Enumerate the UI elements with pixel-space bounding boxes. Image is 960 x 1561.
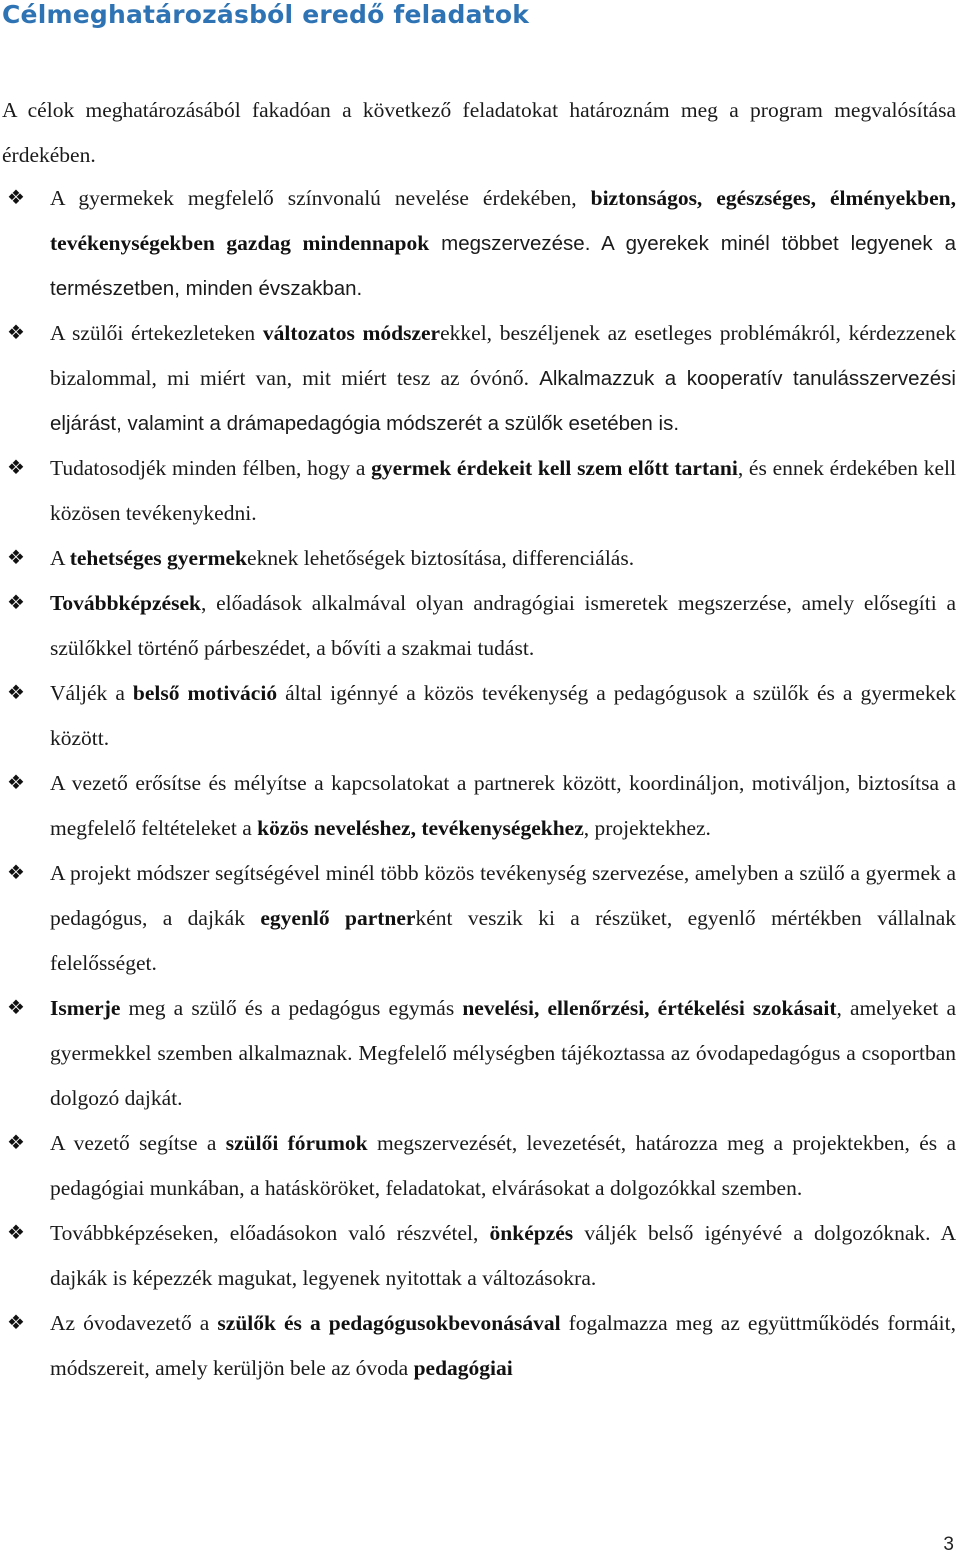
page-number: 3 [943,1534,954,1555]
diamond-bullet-icon: ❖ [7,322,25,344]
diamond-bullet-icon: ❖ [7,1312,25,1334]
diamond-bullet-icon: ❖ [7,862,25,884]
diamond-bullet-icon: ❖ [7,1222,25,1244]
list-item: ❖ Továbbképzések, előadások alkalmával olyan andragógiai ismeretek megszerzése, amely elősegíti a szülőkkel történő párbeszédet, a bővíti a szakmai tudást. [0,581,960,671]
diamond-bullet-icon: ❖ [7,772,25,794]
list-item: ❖ Tudatosodjék minden félben, hogy a gyermek érdekeit kell szem előtt tartani, és ennek érdekében kell közösen tevékenykedni. [0,446,960,536]
page-title: Célmeghatározásból eredő feladatok [2,0,530,29]
list-item: ❖ A gyermekek megfelelő színvonalú nevelése érdekében, biztonságos, egészséges, élményekben, tevékenységekben gazdag mindennapok megszervezése. A gyerekek minél többet legyenek a természetben, minden évszakban. [0,176,960,311]
intro-paragraph: A célok meghatározásából fakadóan a következő feladatokat határoznám meg a program megvalósítása érdekében. [2,98,956,167]
list-item: ❖ A projekt módszer segítségével minél több közös tevékenység szervezése, amelyben a szülő a gyermek a pedagógus, a dajkák egyenlő partnerként veszik ki a részüket, egyenlő mértékben vállalnak felelősséget. [0,851,960,986]
task-list [0,176,960,1391]
diamond-bullet-icon: ❖ [7,457,25,479]
list-item: ❖ A szülői értekezleteken változatos módszerekkel, beszéljenek az esetleges problémákról, kérdezzenek bizalommal, mi miért van, mit miért tesz az óvónő. Alkalmazzuk a kooperatív tanulásszervezési eljárást, valamint a drámapedagógia módszerét a szülők esetében is. [0,311,960,446]
diamond-bullet-icon: ❖ [7,997,25,1019]
list-item: ❖ Ismerje meg a szülő és a pedagógus egymás nevelési, ellenőrzési, értékelési szokásait, amelyeket a gyermekkel szemben alkalmaznak. Megfelelő mélységben tájékoztassa az óvodapedagógus a csoportban dolgozó dajkát. [0,986,960,1121]
diamond-bullet-icon: ❖ [7,682,25,704]
diamond-bullet-icon: ❖ [7,1132,25,1154]
list-item: ❖ A vezető segítse a szülői fórumok megszervezését, levezetését, határozza meg a projektekben, és a pedagógiai munkában, a hatásköröket, feladatokat, elvárásokat a dolgozókkal szemben. [0,1121,960,1211]
diamond-bullet-icon: ❖ [7,187,25,209]
diamond-bullet-icon: ❖ [7,547,25,569]
list-item: ❖ Váljék a belső motiváció által igénnyé a közös tevékenység a pedagógusok a szülők és a gyermekek között. [0,671,960,761]
list-item: ❖ A tehetséges gyermekeknek lehetőségek biztosítása, differenciálás. [0,536,960,581]
list-item: ❖ A vezető erősítse és mélyítse a kapcsolatokat a partnerek között, koordináljon, motiváljon, biztosítsa a megfelelő feltételeket a közös neveléshez, tevékenységekhez, projektekhez. [0,761,960,851]
list-item: ❖ Az óvodavezető a szülők és a pedagógusokbevonásával fogalmazza meg az együttműködés formáit, módszereit, amely kerüljön bele az óvoda pedagógiai [0,1301,960,1391]
list-item: ❖ Továbbképzéseken, előadásokon való részvétel, önképzés váljék belső igényévé a dolgozóknak. A dajkák is képezzék magukat, legyenek nyitottak a változásokra. [0,1211,960,1301]
diamond-bullet-icon: ❖ [7,592,25,614]
